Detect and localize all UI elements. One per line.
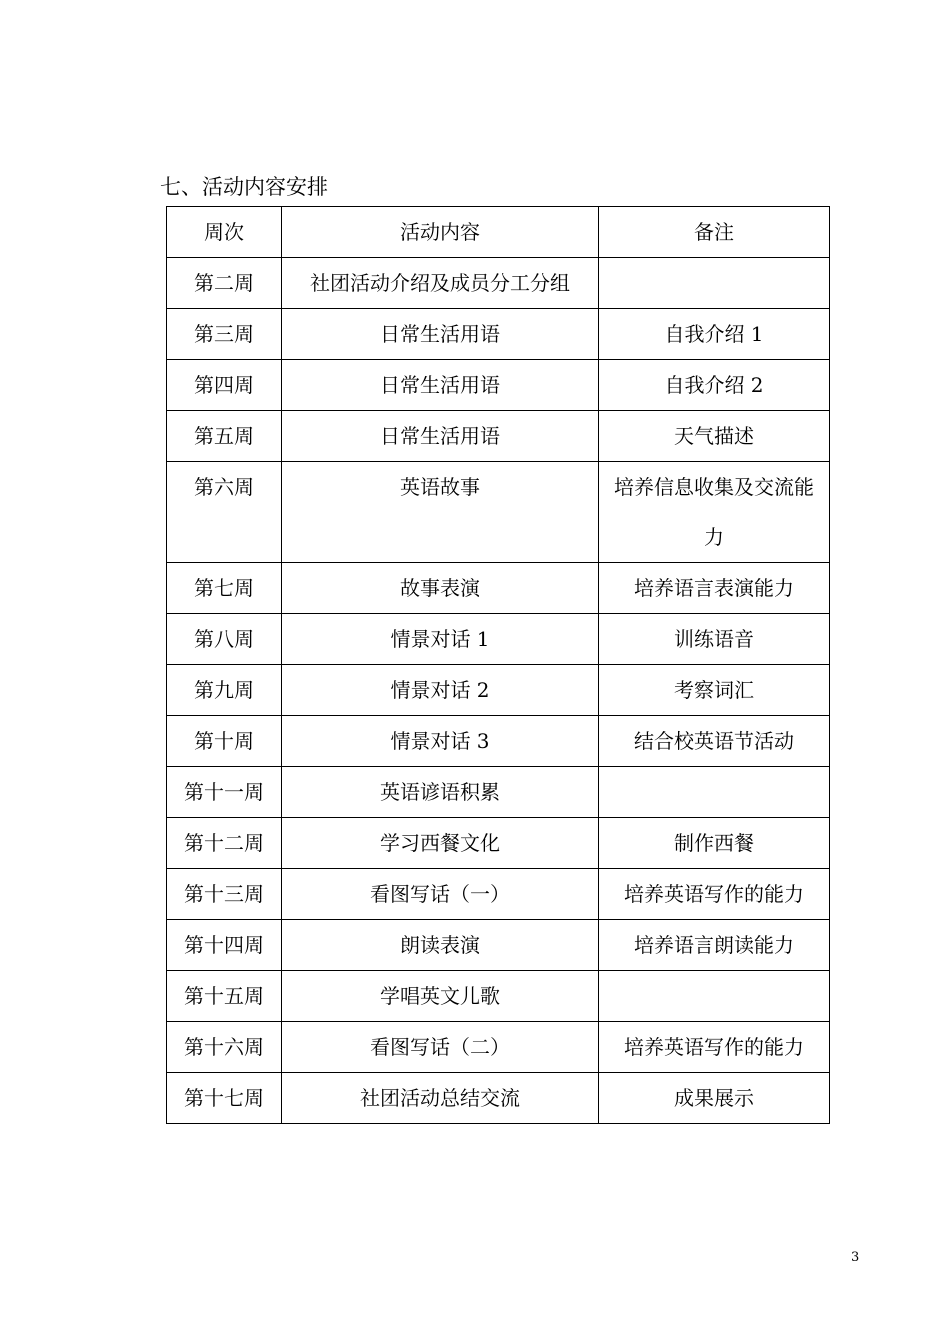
cell-note: 培养英语写作的能力 xyxy=(599,869,830,920)
cell-week: 第十周 xyxy=(167,716,282,767)
header-content: 活动内容 xyxy=(282,207,599,258)
cell-content: 英语故事 xyxy=(282,462,599,563)
table-row xyxy=(167,360,830,411)
table-row xyxy=(167,309,830,360)
cell-content: 学唱英文儿歌 xyxy=(282,971,599,1022)
table-row xyxy=(167,665,830,716)
cell-content: 情景对话 1 xyxy=(282,614,599,665)
cell-week: 第五周 xyxy=(167,411,282,462)
cell-content: 英语谚语积累 xyxy=(282,767,599,818)
table-row xyxy=(167,920,830,971)
cell-week: 第十六周 xyxy=(167,1022,282,1073)
cell-week: 第七周 xyxy=(167,563,282,614)
cell-week: 第十四周 xyxy=(167,920,282,971)
cell-note: 培养英语写作的能力 xyxy=(599,1022,830,1073)
cell-note: 训练语音 xyxy=(599,614,830,665)
table-row xyxy=(167,818,830,869)
cell-content: 朗读表演 xyxy=(282,920,599,971)
header-note: 备注 xyxy=(599,207,830,258)
cell-week: 第四周 xyxy=(167,360,282,411)
cell-week: 第八周 xyxy=(167,614,282,665)
cell-week: 第十二周 xyxy=(167,818,282,869)
table-row xyxy=(167,869,830,920)
cell-note xyxy=(599,767,830,818)
cell-week: 第三周 xyxy=(167,309,282,360)
activity-schedule-table xyxy=(166,206,830,1124)
table-row xyxy=(167,462,830,563)
cell-week: 第六周 xyxy=(167,462,282,563)
cell-content: 学习西餐文化 xyxy=(282,818,599,869)
cell-week: 第十七周 xyxy=(167,1073,282,1124)
cell-week: 第二周 xyxy=(167,258,282,309)
cell-week: 第九周 xyxy=(167,665,282,716)
table-row xyxy=(167,614,830,665)
cell-content: 故事表演 xyxy=(282,563,599,614)
table-row xyxy=(167,563,830,614)
table-row xyxy=(167,1022,830,1073)
header-week: 周次 xyxy=(167,207,282,258)
cell-note: 制作西餐 xyxy=(599,818,830,869)
cell-week: 第十三周 xyxy=(167,869,282,920)
cell-content: 看图写话（一） xyxy=(282,869,599,920)
cell-note: 自我介绍 2 xyxy=(599,360,830,411)
cell-note: 考察词汇 xyxy=(599,665,830,716)
cell-note: 培养语言朗读能力 xyxy=(599,920,830,971)
table-row xyxy=(167,411,830,462)
cell-content: 看图写话（二） xyxy=(282,1022,599,1073)
cell-note xyxy=(599,971,830,1022)
table-row xyxy=(167,971,830,1022)
cell-week: 第十一周 xyxy=(167,767,282,818)
cell-content: 日常生活用语 xyxy=(282,360,599,411)
table-header-row xyxy=(167,207,830,258)
cell-week: 第十五周 xyxy=(167,971,282,1022)
cell-note: 结合校英语节活动 xyxy=(599,716,830,767)
page-number: 3 xyxy=(851,1250,860,1265)
table-row xyxy=(167,767,830,818)
cell-content: 情景对话 2 xyxy=(282,665,599,716)
cell-content: 社团活动介绍及成员分工分组 xyxy=(282,258,599,309)
cell-note: 自我介绍 1 xyxy=(599,309,830,360)
table-row xyxy=(167,258,830,309)
cell-content: 日常生活用语 xyxy=(282,309,599,360)
cell-note: 培养语言表演能力 xyxy=(599,563,830,614)
cell-content: 日常生活用语 xyxy=(282,411,599,462)
cell-note: 培养信息收集及交流能力 xyxy=(599,462,830,563)
cell-content: 社团活动总结交流 xyxy=(282,1073,599,1124)
table-row xyxy=(167,1073,830,1124)
cell-note xyxy=(599,258,830,309)
cell-note: 天气描述 xyxy=(599,411,830,462)
table-row xyxy=(167,716,830,767)
section-heading: 七、活动内容安排 xyxy=(160,175,328,199)
cell-content: 情景对话 3 xyxy=(282,716,599,767)
cell-note: 成果展示 xyxy=(599,1073,830,1124)
